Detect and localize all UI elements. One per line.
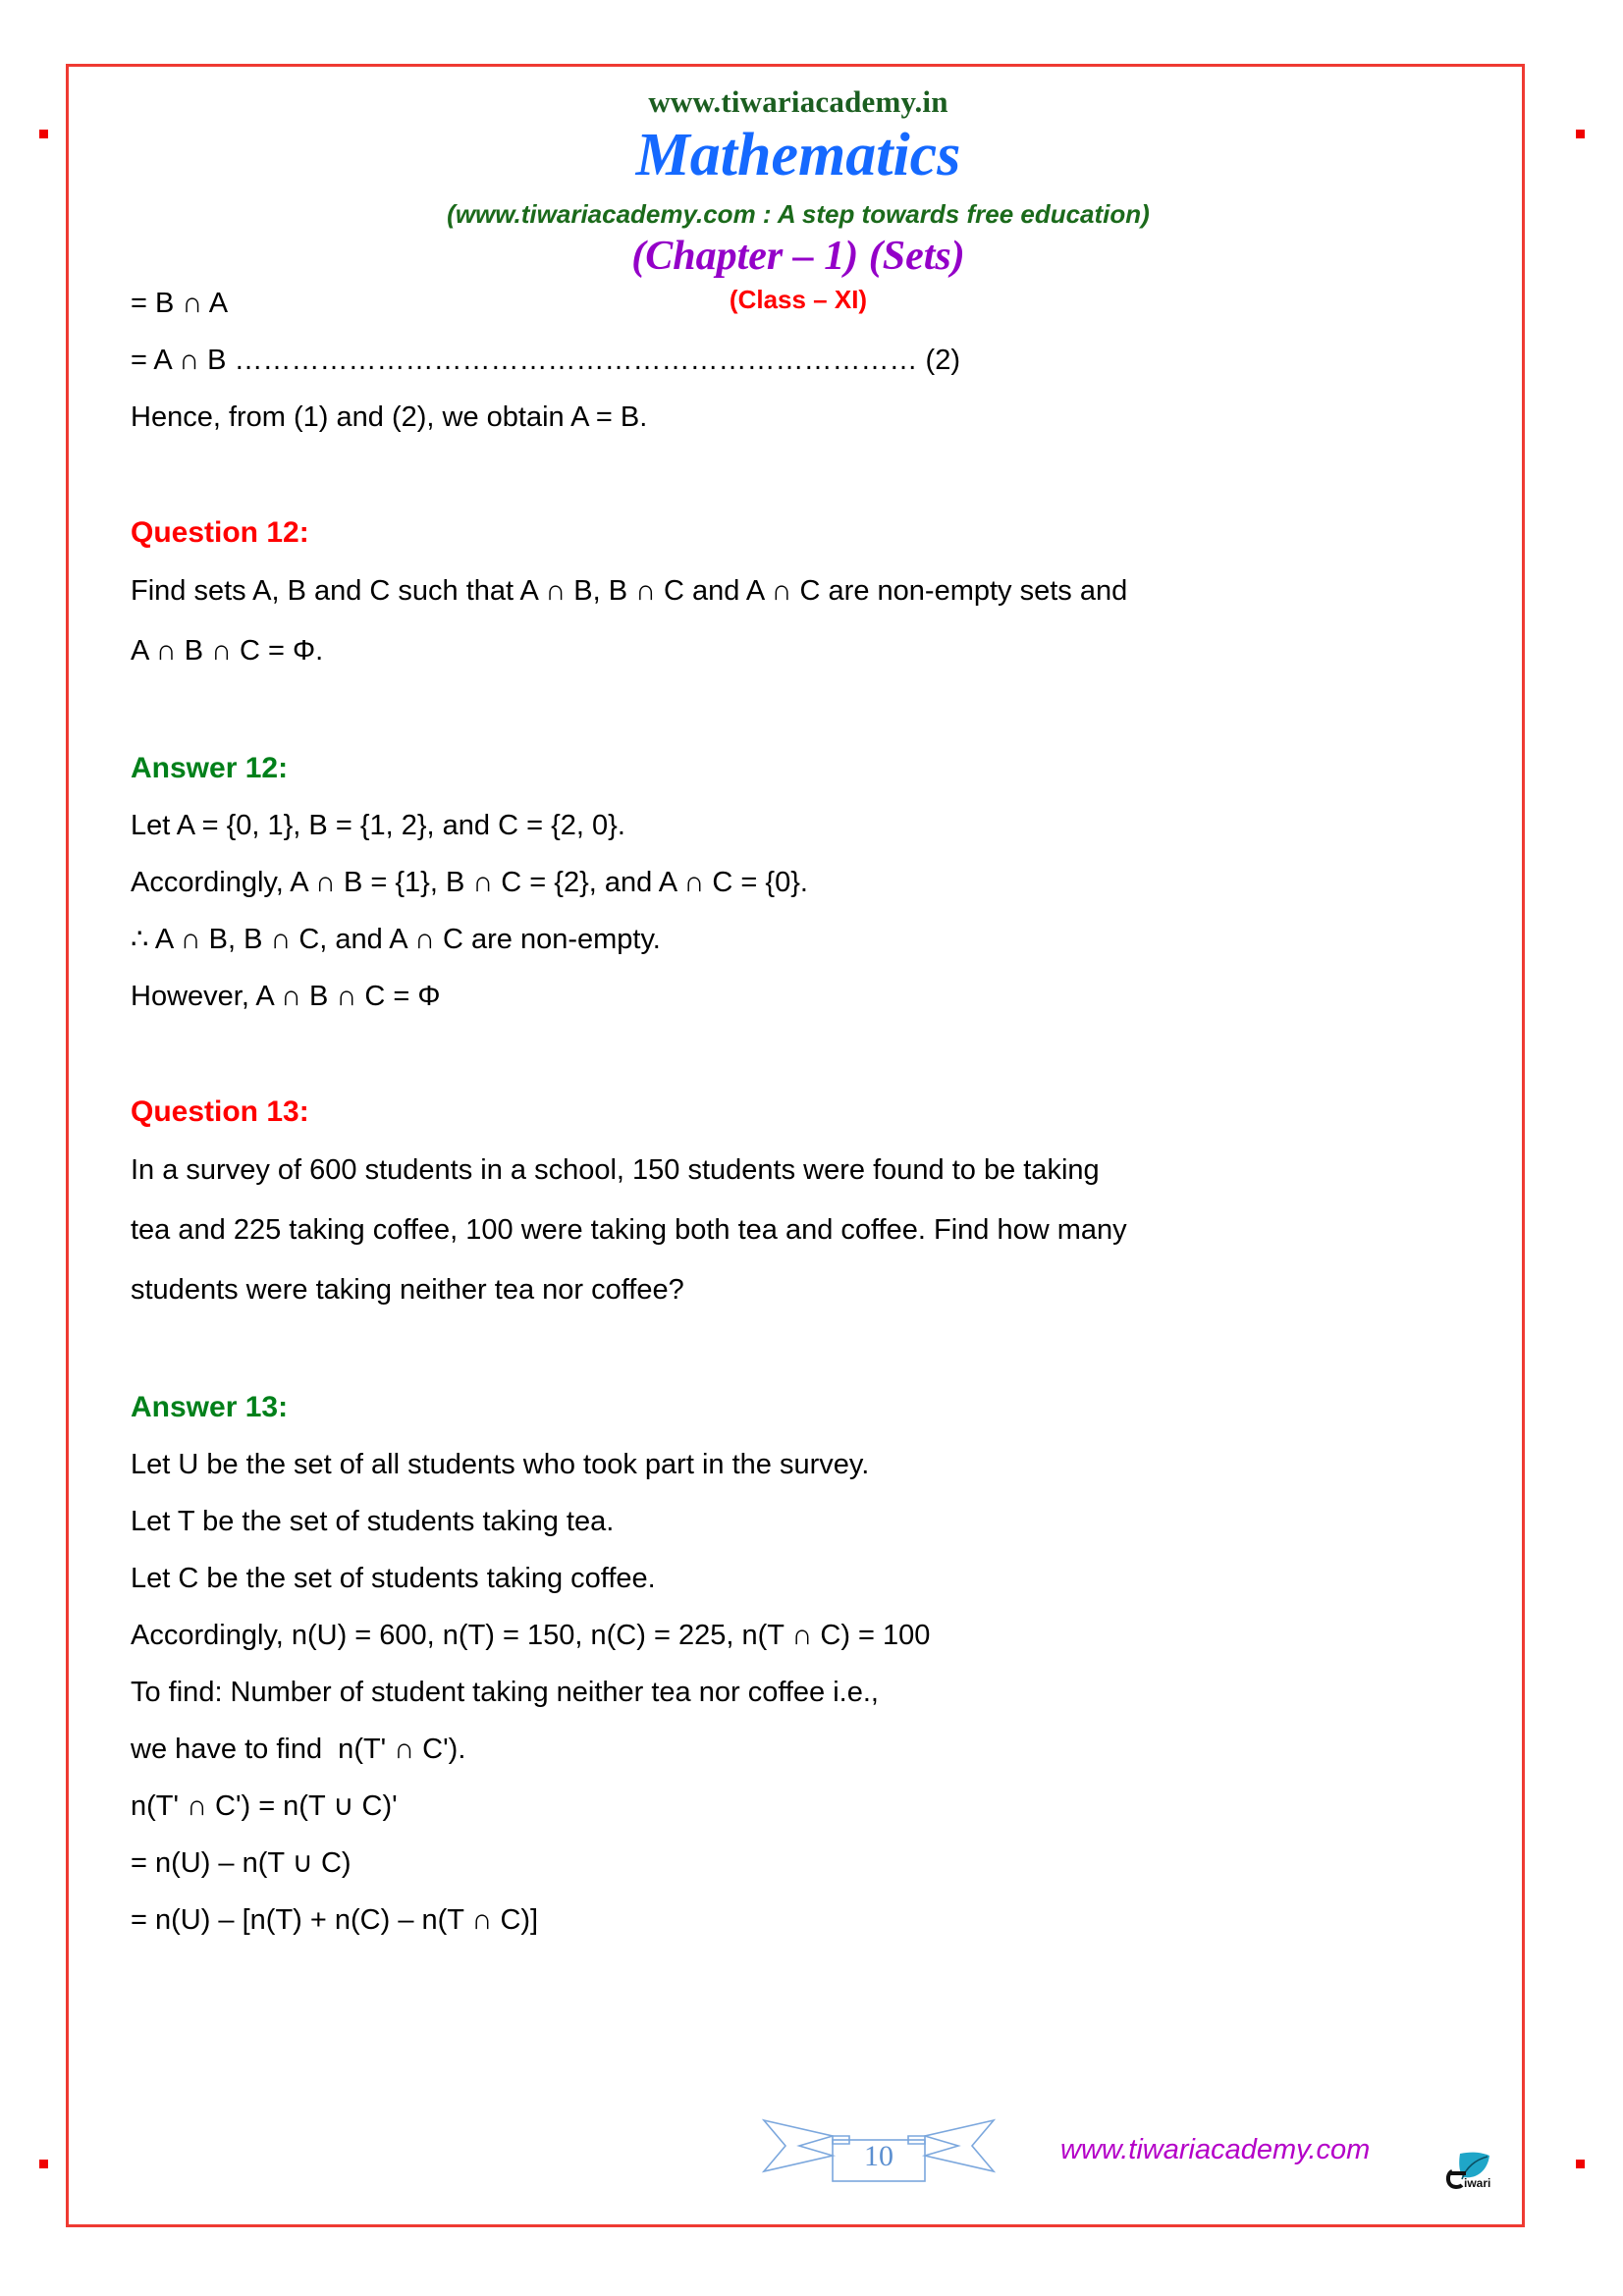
question-13-heading: Question 13: [131, 1095, 309, 1128]
page-number-ribbon [756, 2116, 1001, 2195]
question-12-line: Find sets A, B and C such that A ∩ B, B ∩ C and A ∩ C are non-empty sets and [131, 575, 1128, 607]
answer-13-line: To find: Number of student taking neither tea nor coffee i.e., [131, 1677, 879, 1708]
corner-dot-top-left [39, 130, 48, 138]
answer-13-line: Let T be the set of students taking tea. [131, 1506, 615, 1537]
corner-dot-bottom-left [39, 2160, 48, 2168]
spacer [131, 1320, 1436, 1379]
answer-13-line: Accordingly, n(U) = 600, n(T) = 150, n(C) = 225, n(T ∩ C) = 100 [131, 1620, 931, 1651]
corner-dot-bottom-right [1576, 2160, 1585, 2168]
header-tagline: (www.tiwariacademy.com : A step towards free education) [447, 199, 1150, 230]
question-13-line: students were taking neither tea nor coffee? [131, 1274, 684, 1306]
answer-12-line: Accordingly, A ∩ B = {1}, B ∩ C = {2}, and A ∩ C = {0}. [131, 867, 808, 898]
spacer [131, 1025, 1436, 1084]
answer-13-line: n(T' ∩ C') = n(T ∪ C)' [131, 1790, 398, 1822]
spacer [131, 446, 1436, 505]
answer-13-line: = n(U) – [n(T) + n(C) – n(T ∩ C)] [131, 1904, 539, 1936]
spacer [131, 681, 1436, 740]
corner-dot-top-right [1576, 130, 1585, 138]
answer-13-heading: Answer 13: [131, 1391, 289, 1423]
answer-13-line: Let C be the set of students taking coffee. [131, 1563, 656, 1594]
header-subject: Mathematics [635, 122, 961, 188]
question-12-line: A ∩ B ∩ C = Φ. [131, 635, 324, 667]
page-border-frame [66, 64, 1525, 2227]
tiwari-academy-logo-icon [1438, 2148, 1497, 2195]
document-body [131, 275, 1436, 1949]
answer-13-line: Let U be the set of all students who took part in the survey. [131, 1449, 870, 1480]
answer-12-line: However, A ∩ B ∩ C = Φ [131, 981, 441, 1012]
header-chapter: (Chapter – 1) (Sets) [631, 234, 965, 280]
answer-12-heading: Answer 12: [131, 752, 289, 784]
question-13-line: In a survey of 600 students in a school, 150 students were found to be taking [131, 1154, 1100, 1186]
svg-text:iwari: iwari [1464, 2176, 1491, 2190]
answer-13-line: we have to find n(T' ∩ C'). [131, 1734, 466, 1765]
intro-line: = A ∩ B ……………………………………………………………… (2) [131, 345, 960, 376]
intro-line: = B ∩ A [131, 288, 229, 319]
header-class: (Class – XI) [729, 285, 868, 315]
question-13-line: tea and 225 taking coffee, 100 were taking both tea and coffee. Find how many [131, 1214, 1127, 1246]
answer-13-line: = n(U) – n(T ∪ C) [131, 1847, 352, 1879]
answer-12-line: Let A = {0, 1}, B = {1, 2}, and C = {2, 0}. [131, 810, 625, 841]
footer-site-url[interactable]: www.tiwariacademy.com [1060, 2134, 1371, 2165]
page-number: 10 [864, 2140, 893, 2172]
page-footer [69, 2107, 1528, 2224]
answer-12-line: ∴ A ∩ B, B ∩ C, and A ∩ C are non-empty. [131, 924, 661, 955]
intro-line: Hence, from (1) and (2), we obtain A = B. [131, 401, 648, 433]
header-site-url: www.tiwariacademy.in [648, 84, 948, 119]
question-12-heading: Question 12: [131, 516, 309, 549]
